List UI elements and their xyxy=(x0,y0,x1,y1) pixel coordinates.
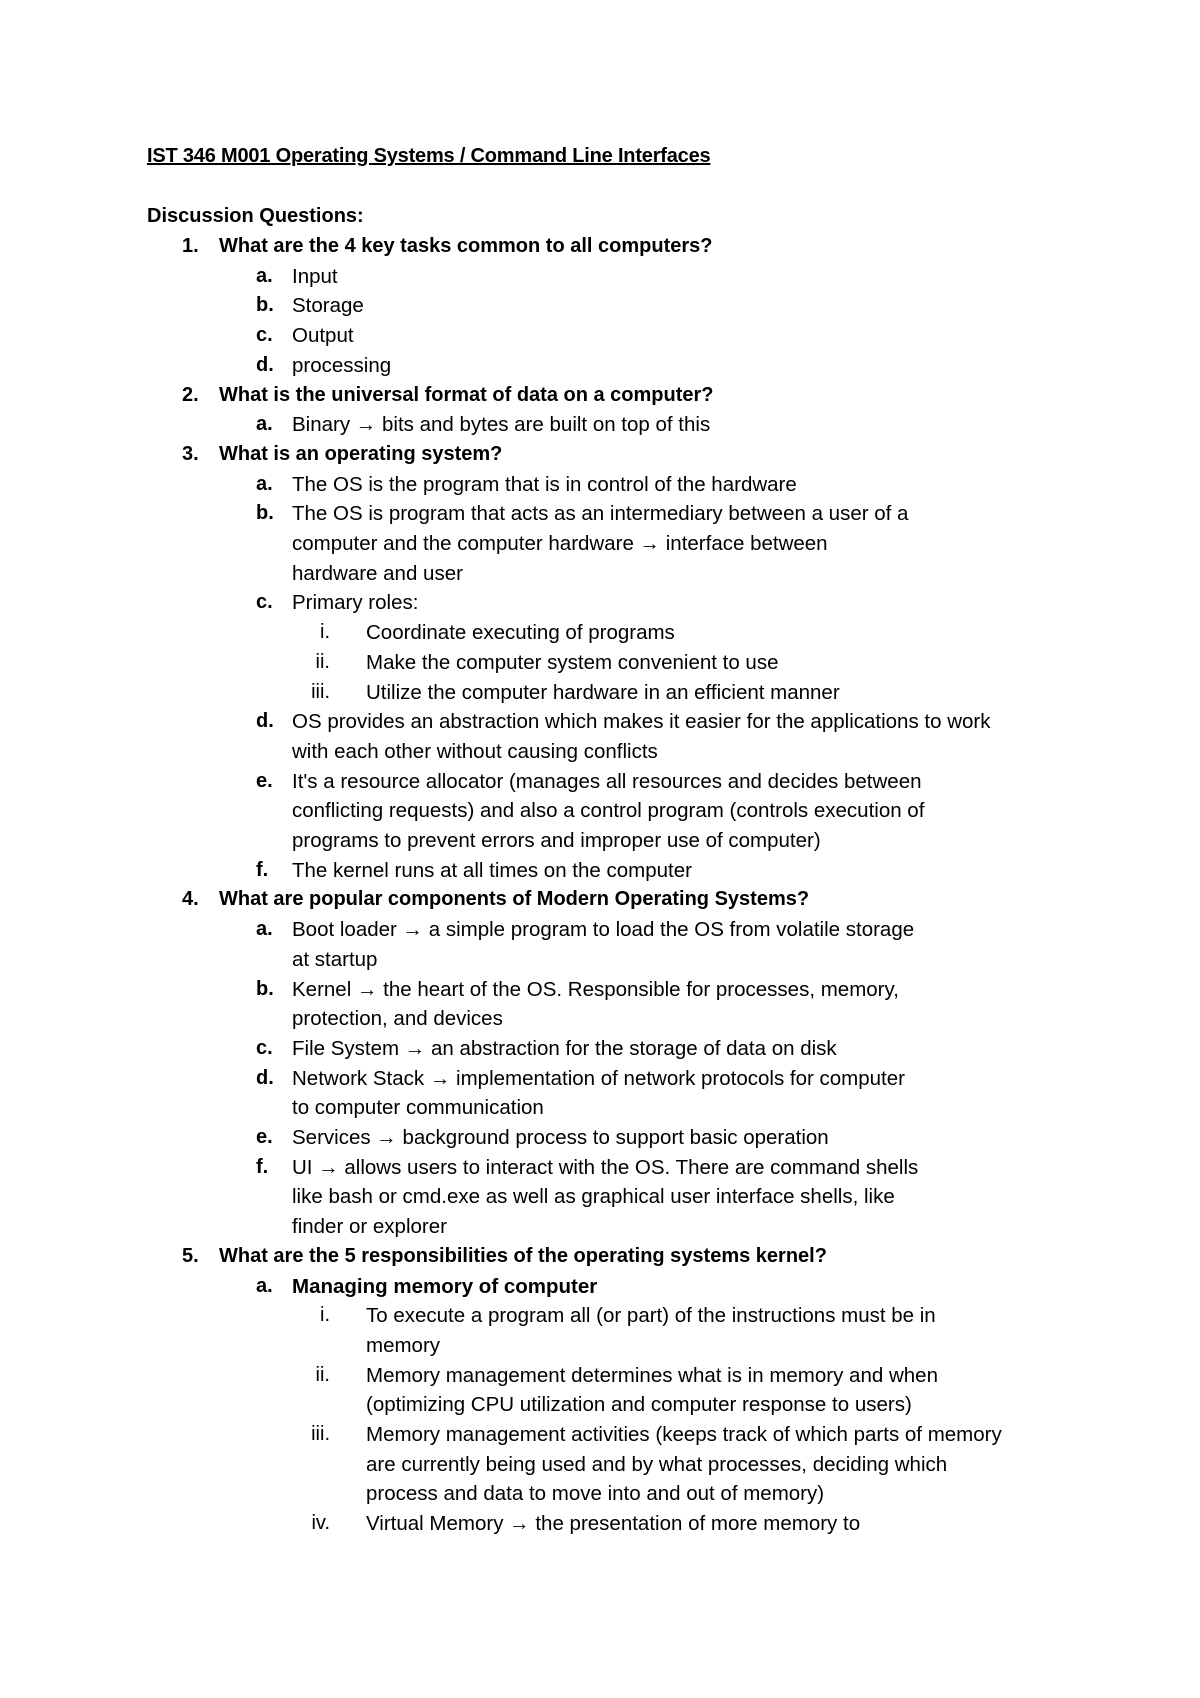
question-number: 2. xyxy=(182,383,199,406)
question-text: What are popular components of Modern Operating Systems? xyxy=(219,888,810,911)
answer-line xyxy=(0,737,1200,766)
answer-text: to computer communication xyxy=(292,1096,544,1120)
answer-line xyxy=(0,262,1200,291)
sub-answer-line xyxy=(0,1420,1200,1449)
answer-text: It's a resource allocator (manages all resources and decides between xyxy=(292,769,922,793)
answer-line xyxy=(0,1004,1200,1033)
sub-answer-marker: i. xyxy=(320,621,330,644)
answer-line xyxy=(0,470,1200,499)
answer-line xyxy=(0,1212,1200,1241)
answer-text: like bash or cmd.exe as well as graphical user interface shells, like xyxy=(292,1185,895,1209)
sub-answer-marker: i. xyxy=(320,1304,330,1327)
sub-answer-marker: iv. xyxy=(311,1512,330,1535)
question-text: What is the universal format of data on a computer? xyxy=(219,383,714,406)
sub-answer-text: (optimizing CPU utilization and computer response to users) xyxy=(366,1393,912,1417)
answer-line xyxy=(0,796,1200,825)
answer-text: Services → background process to support basic operation xyxy=(292,1126,829,1149)
sub-answer-line xyxy=(0,1331,1200,1360)
sub-answer-line xyxy=(0,648,1200,677)
question-line xyxy=(0,1242,1200,1271)
answer-marker: b. xyxy=(256,502,274,525)
question-line xyxy=(0,885,1200,914)
sub-answer-text: Memory management activities (keeps track of which parts of memory xyxy=(366,1423,1002,1446)
answer-line xyxy=(0,856,1200,885)
answer-marker: d. xyxy=(256,710,274,733)
sub-answer-text: Coordinate executing of programs xyxy=(366,621,675,645)
answer-text: The OS is program that acts as an intermediary between a user of a xyxy=(292,502,909,526)
answer-line xyxy=(0,499,1200,528)
answer-line xyxy=(0,1034,1200,1063)
answer-text: Network Stack → implementation of network protocols for computer xyxy=(292,1066,905,1090)
answer-line xyxy=(0,975,1200,1004)
sub-answer-line xyxy=(0,1479,1200,1508)
sub-answer-line xyxy=(0,1301,1200,1330)
sub-answer-text: memory xyxy=(366,1333,441,1357)
answer-line xyxy=(0,588,1200,617)
question-text: What is an operating system? xyxy=(219,442,503,465)
sub-answer-line xyxy=(0,1390,1200,1419)
sub-answer-text: Make the computer system convenient to use xyxy=(366,650,779,674)
sub-answer-line xyxy=(0,1450,1200,1479)
answer-marker: b. xyxy=(256,977,274,1000)
section-heading: Discussion Questions: xyxy=(147,205,364,227)
answer-text: Storage xyxy=(292,294,364,318)
sub-answer-text: Virtual Memory → the presentation of more memory to xyxy=(366,1512,861,1536)
sub-answer-marker: iii. xyxy=(311,1423,330,1445)
answer-text: conflicting requests) and also a control program (controls execution of xyxy=(292,799,925,823)
answer-text: with each other without causing conflicts xyxy=(292,739,658,763)
answer-text: File System → an abstraction for the storage of data on disk xyxy=(292,1036,837,1060)
answer-line xyxy=(0,1272,1200,1301)
answer-text: hardware and user xyxy=(292,561,463,585)
answer-text: The OS is the program that is in control of the hardware xyxy=(292,472,797,496)
question-text: What are the 5 responsibilities of the operating systems kernel? xyxy=(219,1244,827,1267)
answer-text: Output xyxy=(292,324,354,348)
answer-text: The kernel runs at all times on the computer xyxy=(292,858,692,882)
answer-line xyxy=(0,321,1200,350)
answer-line xyxy=(0,826,1200,855)
answer-text: Binary → bits and bytes are built on top of this xyxy=(292,413,711,437)
answer-line xyxy=(0,291,1200,320)
answer-line xyxy=(0,1093,1200,1122)
answer-marker: f. xyxy=(256,858,269,881)
answer-marker: c. xyxy=(256,591,273,614)
answer-line xyxy=(0,915,1200,944)
question-line xyxy=(0,232,1200,261)
answer-marker: a. xyxy=(256,264,273,287)
sub-answer-text: Memory management determines what is in memory and when xyxy=(366,1363,938,1387)
sub-answer-line xyxy=(0,618,1200,647)
answer-marker: c. xyxy=(256,324,273,347)
answer-line xyxy=(0,410,1200,439)
answer-text: Primary roles: xyxy=(292,591,419,615)
answer-text: Boot loader → a simple program to load the OS from volatile storage xyxy=(292,918,915,942)
document-title: IST 346 M001 Operating Systems / Command Line Interfaces xyxy=(147,145,711,167)
question-number: 5. xyxy=(182,1244,199,1267)
sub-answer-marker: ii. xyxy=(315,1363,330,1386)
answer-text: processing xyxy=(292,353,392,377)
answer-marker: f. xyxy=(256,1155,269,1178)
sub-answer-marker: ii. xyxy=(315,650,330,673)
sub-answer-text: Utilize the computer hardware in an efficient manner xyxy=(366,680,840,704)
answer-text: protection, and devices xyxy=(292,1007,503,1031)
answer-line xyxy=(0,559,1200,588)
sub-answer-line xyxy=(0,678,1200,707)
answer-line xyxy=(0,767,1200,796)
answer-marker: c. xyxy=(256,1036,273,1059)
sub-answer-text: are currently being used and by what processes, deciding which xyxy=(366,1452,948,1476)
question-number: 1. xyxy=(182,235,199,257)
answer-marker: b. xyxy=(256,294,274,317)
answer-line xyxy=(0,351,1200,380)
answer-line xyxy=(0,1123,1200,1152)
answer-marker: e. xyxy=(256,1126,273,1148)
answer-line xyxy=(0,1153,1200,1182)
answer-text: OS provides an abstraction which makes it easier for the applications to work xyxy=(292,710,991,734)
answer-text: Managing memory of computer xyxy=(292,1274,598,1298)
answer-text: programs to prevent errors and improper use of computer) xyxy=(292,829,821,852)
sub-answer-text: process and data to move into and out of memory) xyxy=(366,1482,825,1506)
answer-line xyxy=(0,1064,1200,1093)
answer-text: Kernel → the heart of the OS. Responsible for processes, memory, xyxy=(292,977,899,1001)
sub-answer-text: To execute a program all (or part) of the instructions must be in xyxy=(366,1304,936,1328)
answer-marker: d. xyxy=(256,1066,274,1089)
sub-answer-line xyxy=(0,1509,1200,1538)
question-number: 4. xyxy=(182,888,199,911)
question-number: 3. xyxy=(182,442,199,465)
sub-answer-line xyxy=(0,1361,1200,1390)
answer-line xyxy=(0,945,1200,974)
question-line xyxy=(0,381,1200,410)
answer-text: finder or explorer xyxy=(292,1215,447,1239)
answer-line xyxy=(0,529,1200,558)
answer-marker: a. xyxy=(256,918,273,941)
answer-text: computer and the computer hardware → interface between xyxy=(292,532,828,555)
answer-marker: d. xyxy=(256,353,274,376)
answer-marker: a. xyxy=(256,413,273,436)
answer-text: UI → allows users to interact with the OS. There are command shells xyxy=(292,1155,919,1179)
answer-marker: a. xyxy=(256,472,273,495)
sub-answer-marker: iii. xyxy=(311,680,330,703)
answer-line xyxy=(0,707,1200,736)
answer-marker: a. xyxy=(256,1274,273,1297)
answer-text: at startup xyxy=(292,947,378,971)
answer-line xyxy=(0,1182,1200,1211)
answer-marker: e. xyxy=(256,769,273,792)
answer-text: Input xyxy=(292,264,338,288)
question-line xyxy=(0,440,1200,469)
question-text: What are the 4 key tasks common to all computers? xyxy=(219,235,713,257)
